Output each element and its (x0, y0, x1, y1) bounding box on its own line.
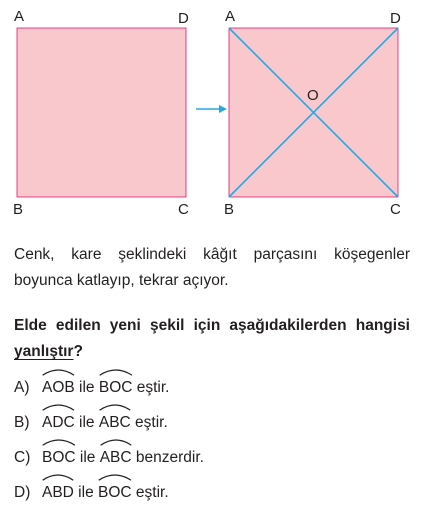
arc-notation (100, 440, 132, 475)
arc-label: ABD (42, 484, 74, 501)
question-mark: ? (73, 343, 83, 360)
arc-icon (99, 368, 133, 376)
option-end: eştir. (130, 414, 168, 431)
option-letter: D) (14, 484, 31, 501)
right-label-a: A (225, 8, 236, 25)
arrow-head-icon (219, 105, 227, 113)
arc-icon (42, 368, 75, 376)
option-c[interactable] (14, 440, 410, 475)
arc-icon (100, 438, 132, 446)
option-end: eştir. (131, 484, 169, 501)
option-letter: C) (14, 449, 31, 466)
arc-label: BOC (98, 484, 132, 501)
arc-icon (42, 438, 76, 446)
arc-label: ABC (99, 449, 132, 466)
arc-notation (98, 475, 132, 510)
left-label-a: A (14, 8, 25, 25)
right-label-o: O (307, 87, 319, 104)
right-label-d: D (390, 10, 401, 27)
option-mid: ile (74, 379, 99, 396)
arc-notation (99, 405, 131, 440)
left-square (17, 28, 186, 197)
right-label-c: C (390, 201, 401, 218)
option-d[interactable] (14, 475, 410, 510)
arc-label: ADC (42, 414, 75, 431)
option-end: eştir. (132, 379, 170, 396)
option-mid: ile (74, 414, 99, 431)
option-letter: B) (14, 414, 30, 431)
arc-icon (98, 473, 132, 481)
question-text (14, 313, 410, 365)
option-b[interactable] (14, 405, 410, 440)
option-a[interactable] (14, 370, 410, 405)
figure (0, 0, 421, 218)
arc-notation (42, 370, 75, 405)
option-end: benzerdir. (131, 449, 204, 466)
arc-label: AOB (42, 379, 75, 396)
arc-notation (42, 405, 75, 440)
arc-notation (42, 475, 74, 510)
left-label-b: B (13, 201, 24, 218)
option-mid: ile (73, 484, 98, 501)
left-label-c: C (178, 201, 189, 218)
arc-notation (42, 440, 76, 475)
problem-statement: Cenk, kare şeklindeki kâğıt parçasını köşegenler boyunca katlayıp, tekrar açıyor. (14, 246, 410, 289)
arc-label: BOC (98, 379, 133, 396)
figure-drawing (0, 0, 421, 215)
question-emphasis: yanlıştır (14, 343, 74, 360)
right-label-b: B (224, 201, 235, 218)
arc-notation (99, 370, 133, 405)
arc-icon (99, 403, 131, 411)
option-letter: A) (14, 379, 30, 396)
left-label-d: D (178, 10, 189, 27)
arc-label: BOC (42, 449, 76, 466)
arc-label: ABC (98, 414, 131, 431)
question-lead: Elde edilen yeni şekil için aşağıdakilerden hangisi (14, 317, 410, 334)
arc-icon (42, 403, 75, 411)
answer-options (14, 370, 410, 510)
arc-icon (42, 473, 74, 481)
option-mid: ile (75, 449, 100, 466)
